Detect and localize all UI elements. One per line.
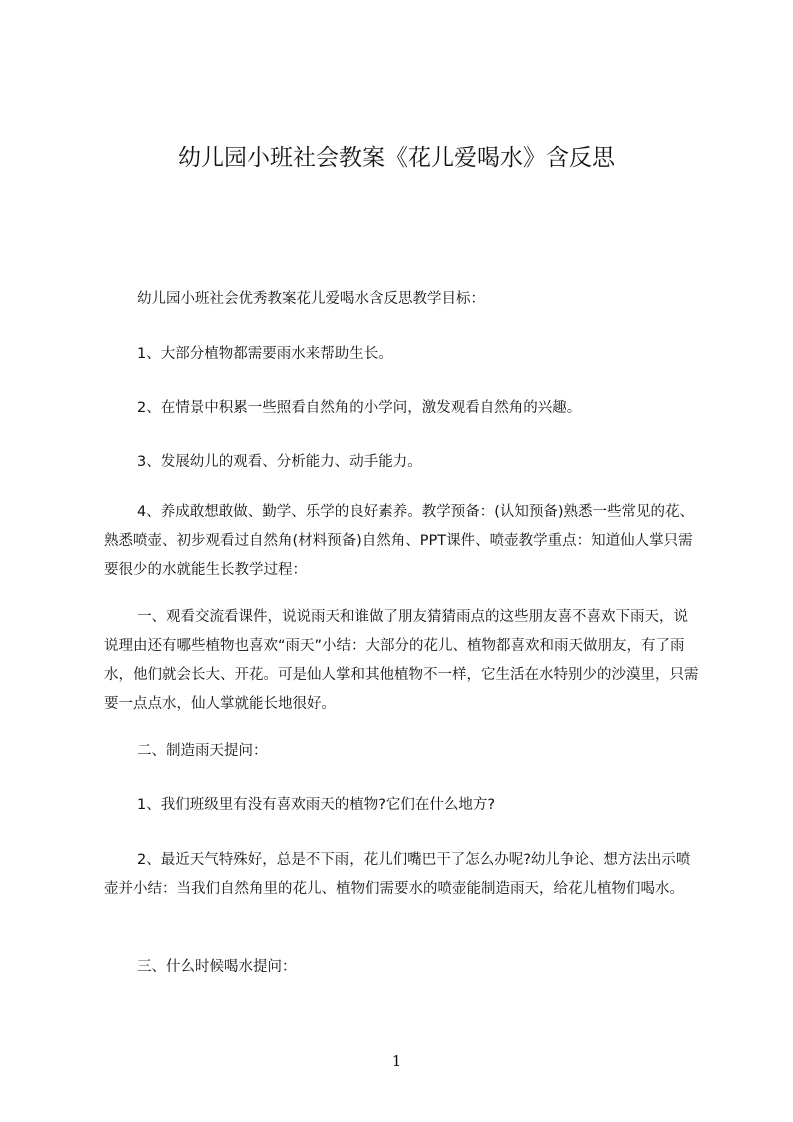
paragraph-question-1: 1、我们班级里有没有喜欢雨天的植物?它们在什么地方? (137, 797, 496, 813)
paragraph-process-3-heading: 三、什么时候喝水提问： (137, 959, 297, 975)
paragraph-goal-1: 1、大部分植物都需要雨水来帮助生长。 (137, 346, 393, 362)
document-title: 幼儿园小班社会教案《花儿爱喝水》含反思 (178, 145, 615, 171)
paragraph-intro: 幼儿园小班社会优秀教案花儿爱喝水含反思教学目标： (137, 291, 485, 307)
paragraph-goal-4-prep: 4、养成敢想敢做、勤学、乐学的良好素养。教学预备：(认知预备)熟悉一些常见的花、熟悉喷壶、初步观看过自然角(材料预备)自然角、PPT课件、喷壶教学重点：知道仙人掌只需要很少的水就能生长教学过程： (104, 504, 695, 578)
paragraph-question-2: 2、最近天气特殊好，总是不下雨，花儿们嘴巴干了怎么办呢?幼儿争论、想方法出示喷壶并小结：当我们自然角里的花儿、植物们需要水的喷壶能制造雨天，给花儿植物们喝水。 (104, 852, 691, 897)
paragraph-process-2-heading: 二、制造雨天提问： (137, 743, 268, 759)
paragraph-process-1: 一、观看交流看课件，说说雨天和谁做了朋友猜猜雨点的这些朋友喜不喜欢下雨天，说说理由还有哪些植物也喜欢“雨天”小结：大部分的花儿、植物都喜欢和雨天做朋友，有了雨水，他们就会长大、开花。可是仙人掌和其他植物不一样，它生活在水特别少的沙漠里，只需要一点点水，仙人掌就能长地很好。 (104, 609, 699, 712)
paragraph-goal-2: 2、在情景中积累一些照看自然角的小学问，激发观看自然角的兴趣。 (137, 400, 582, 416)
page-number: 1 (391, 1052, 402, 1070)
paragraph-goal-3: 3、发展幼儿的观看、分析能力、动手能力。 (137, 454, 422, 470)
